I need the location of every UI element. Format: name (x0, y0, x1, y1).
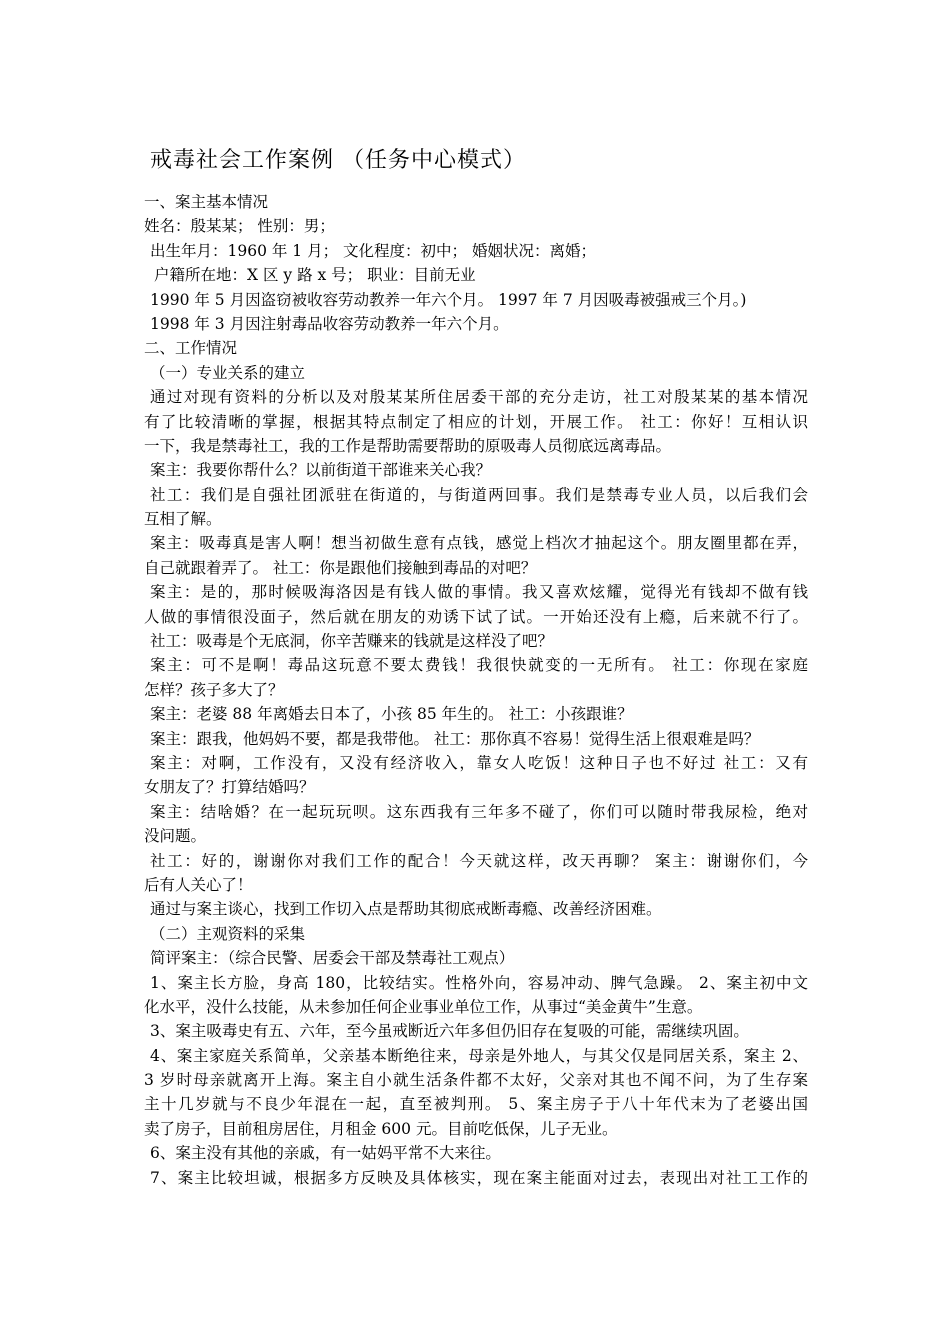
text-line: 案主：老婆 88 年离婚去日本了，小孩 85 年生的。 社工：小孩跟谁？ (150, 705, 633, 724)
text-line: 通过对现有资料的分析以及对殷某某所住居委干部的充分走访，社工对殷某某的基本情况 (150, 388, 808, 407)
text-line: 一下，我是禁毒社工，我的工作是帮助需要帮助的原吸毒人员彻底远离毒品。 (144, 436, 672, 455)
text-line: 7、案主比较坦诚，根据多方反映及具体核实，现在案主能面对过去，表现出对社工工作的 (150, 1168, 808, 1187)
text-line: 户籍所在地：X 区 y 路 x 号； 职业：目前无业 (154, 266, 476, 285)
text-line: 有了比较清晰的掌握，根据其特点制定了相应的计划，开展工作。 社工：你好！互相认识 (144, 412, 808, 431)
text-line: 1990 年 5 月因盗窃被收容劳动教养一年六个月。 1997 年 7 月因吸毒被强戒三个月。) (150, 290, 747, 309)
text-line: 卖了房子，目前租房居住，月租金 600 元。目前吃低保，儿子无业。 (144, 1119, 618, 1138)
text-line: 3、案主吸毒史有五、六年，至今虽戒断近六年多但仍旧存在复吸的可能，需继续巩固。 (150, 1022, 749, 1041)
text-line: （二）主观资料的采集 (150, 924, 306, 943)
text-line: 女朋友了？打算结婚吗？ (144, 778, 315, 797)
text-line: （一）专业关系的建立 (150, 363, 306, 382)
text-line: 社工：吸毒是个无底洞，你辛苦赚来的钱就是这样没了吧？ (150, 632, 554, 651)
text-line: 案主：是的，那时候吸海洛因是有钱人做的事情。我又喜欢炫耀，觉得光有钱却不做有钱 (150, 583, 808, 602)
text-line: 1998 年 3 月因注射毒品收容劳动教养一年六个月。 (150, 314, 509, 333)
text-line: 互相了解。 (144, 510, 222, 529)
text-line: 案主：结啥婚？在一起玩玩呗。这东西我有三年多不碰了，你们可以随时带我尿检，绝对 (150, 802, 808, 821)
text-line: 案主：对啊，工作没有，又没有经济收入，靠女人吃饭！这种日子也不好过 社工：又有 (150, 753, 808, 772)
text-line: 化水平，没什么技能，从未参加任何企业事业单位工作，从事过“美金黄牛”生意。 (144, 997, 703, 1016)
text-line: 6、案主没有其他的亲戚，有一姑妈平常不大来往。 (150, 1144, 501, 1163)
text-line: 案主：吸毒真是害人啊！想当初做生意有点钱，感觉上档次才抽起这个。朋友圈里都在弄， (150, 534, 808, 553)
text-line: 1、案主长方脸，身高 180，比较结实。性格外向，容易冲动、脾气急躁。 2、案主初中文 (150, 973, 808, 992)
text-line: 通过与案主谈心，找到工作切入点是帮助其彻底戒断毒瘾、改善经济困难。 (150, 900, 662, 919)
text-line: 二、工作情况 (144, 339, 238, 358)
text-line: 简评案主：（综合民警、居委会干部及禁毒社工观点） (150, 949, 515, 968)
text-line: 一、案主基本情况 (144, 193, 269, 211)
text-line: 出生年月：1960 年 1 月； 文化程度：初中； 婚姻状况：离婚； (150, 241, 596, 260)
text-line: 社工：我们是自强社团派驻在街道的，与街道两回事。我们是禁毒专业人员，以后我们会 (150, 485, 808, 504)
text-line: 案主：跟我，他妈妈不要，都是我带他。 社工：那你真不容易！觉得生活上很艰难是吗？ (150, 729, 760, 748)
text-line: 后有人关心了！ (144, 875, 253, 894)
text-line: 案主：可不是啊！毒品这玩意不要太费钱！我很快就变的一无所有。 社工：你现在家庭 (150, 656, 808, 675)
text-line: 姓名：殷某某； 性别：男； (144, 217, 335, 236)
text-line: 3 岁时母亲就离开上海。案主自小就生活条件都不太好，父亲对其也不闻不问，为了生存案 (144, 1071, 808, 1090)
document-body (144, 190, 808, 1190)
text-line: 主十几岁就与不良少年混在一起，直至被判刑。 5、案主房子于八十年代末为了老婆出国 (144, 1095, 808, 1114)
text-line: 案主：我要你帮什么？以前街道干部谁来关心我？ (150, 461, 492, 480)
text-line: 没问题。 (144, 827, 207, 846)
document-title: 戒毒社会工作案例 （任务中心模式） (150, 148, 526, 173)
text-line: 社工：好的，谢谢你对我们工作的配合！今天就这样，改天再聊？ 案主：谢谢你们，今 (150, 851, 808, 870)
text-line: 自己就跟着弄了。 社工：你是跟他们接触到毒品的对吧？ (144, 558, 537, 577)
text-line: 4、案主家庭关系简单，父亲基本断绝往来，母亲是外地人，与其父仅是同居关系，案主 2、 (150, 1046, 808, 1065)
text-line: 怎样？孩子多大了？ (144, 680, 284, 699)
text-line: 人做的事情很没面子，然后就在朋友的劝诱下试了试。一开始还没有上瘾，后来就不行了。 (144, 607, 808, 626)
